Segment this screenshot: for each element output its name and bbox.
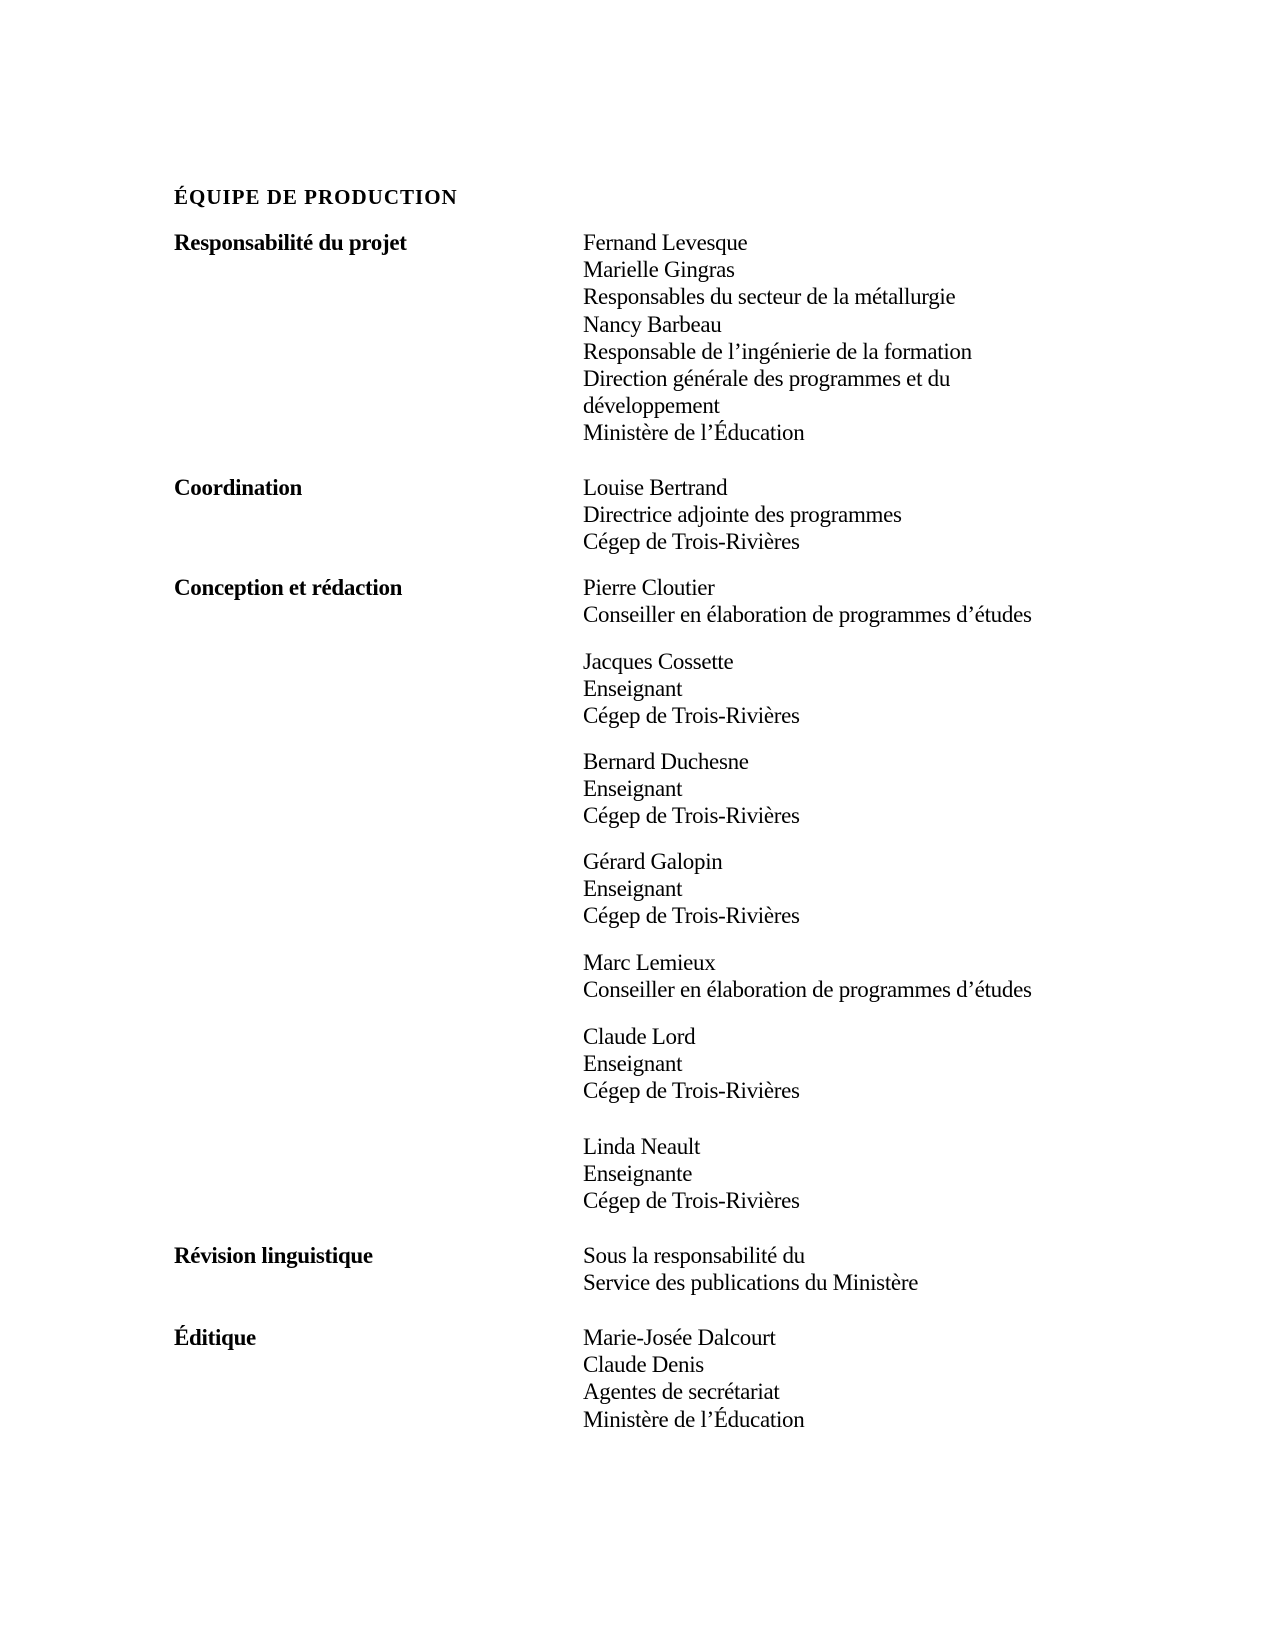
section-label-conception: Conception et rédaction <box>174 575 403 600</box>
person-role: Enseignant <box>583 776 683 802</box>
text-line: Cégep de Trois-Rivières <box>583 529 800 555</box>
person-name: Linda Neault <box>583 1134 701 1159</box>
person-entry <box>583 648 1103 730</box>
text-line: Responsable de l’ingénierie de la formation <box>583 338 972 364</box>
person-entry <box>583 1133 1103 1215</box>
person-role: Enseignant <box>583 676 683 702</box>
section-label-coordination: Coordination <box>174 475 303 500</box>
person-role: Conseiller en élaboration de programmes d’études <box>583 977 1032 1003</box>
section-content-editique <box>583 1324 1103 1433</box>
person-name: Gérard Galopin <box>583 849 723 874</box>
person-name: Claude Lord <box>583 1024 696 1049</box>
text-line: Louise Bertrand <box>583 475 728 500</box>
person-institution: Cégep de Trois-Rivières <box>583 903 800 929</box>
person-role: Enseignante <box>583 1161 693 1187</box>
section-label-responsabilite: Responsabilité du projet <box>174 230 407 255</box>
text-line: Service des publications du Ministère <box>583 1270 919 1296</box>
text-line: Directrice adjointe des programmes <box>583 502 902 528</box>
section-content-coordination <box>583 474 1103 556</box>
section-content-revision <box>583 1242 1103 1296</box>
person-role: Enseignant <box>583 876 683 902</box>
person-role: Enseignant <box>583 1051 683 1077</box>
person-entry <box>583 848 1103 930</box>
text-line: Responsables du secteur de la métallurgie <box>583 284 956 310</box>
text-line: Sous la responsabilité du <box>583 1243 805 1268</box>
section-content-responsabilite <box>583 229 1103 447</box>
text-line: Claude Denis <box>583 1352 704 1378</box>
page-title: ÉQUIPE DE PRODUCTION <box>174 185 458 209</box>
person-entry <box>583 748 1103 830</box>
person-name: Bernard Duchesne <box>583 749 749 774</box>
person-entry <box>583 574 1103 628</box>
text-line: Agentes de secrétariat <box>583 1379 780 1405</box>
person-entry <box>583 1023 1103 1105</box>
person-name: Jacques Cossette <box>583 649 734 674</box>
text-line: Marielle Gingras <box>583 257 735 283</box>
text-line: Ministère de l’Éducation <box>583 420 805 446</box>
person-institution: Cégep de Trois-Rivières <box>583 1078 800 1104</box>
person-institution: Cégep de Trois-Rivières <box>583 803 800 829</box>
text-line: Nancy Barbeau <box>583 311 722 337</box>
text-line: Direction générale des programmes et du <box>583 366 951 392</box>
person-entry <box>583 949 1103 1003</box>
person-institution: Cégep de Trois-Rivières <box>583 1188 800 1214</box>
text-line: Ministère de l’Éducation <box>583 1406 805 1432</box>
person-name: Marc Lemieux <box>583 950 716 975</box>
text-line: développement <box>583 393 720 419</box>
section-label-editique: Éditique <box>174 1325 256 1350</box>
person-role: Conseiller en élaboration de programmes d’études <box>583 602 1032 628</box>
text-line: Fernand Levesque <box>583 230 748 255</box>
text-line: Marie-Josée Dalcourt <box>583 1325 776 1350</box>
person-name: Pierre Cloutier <box>583 575 715 600</box>
section-label-revision: Révision linguistique <box>174 1243 373 1268</box>
person-institution: Cégep de Trois-Rivières <box>583 703 800 729</box>
